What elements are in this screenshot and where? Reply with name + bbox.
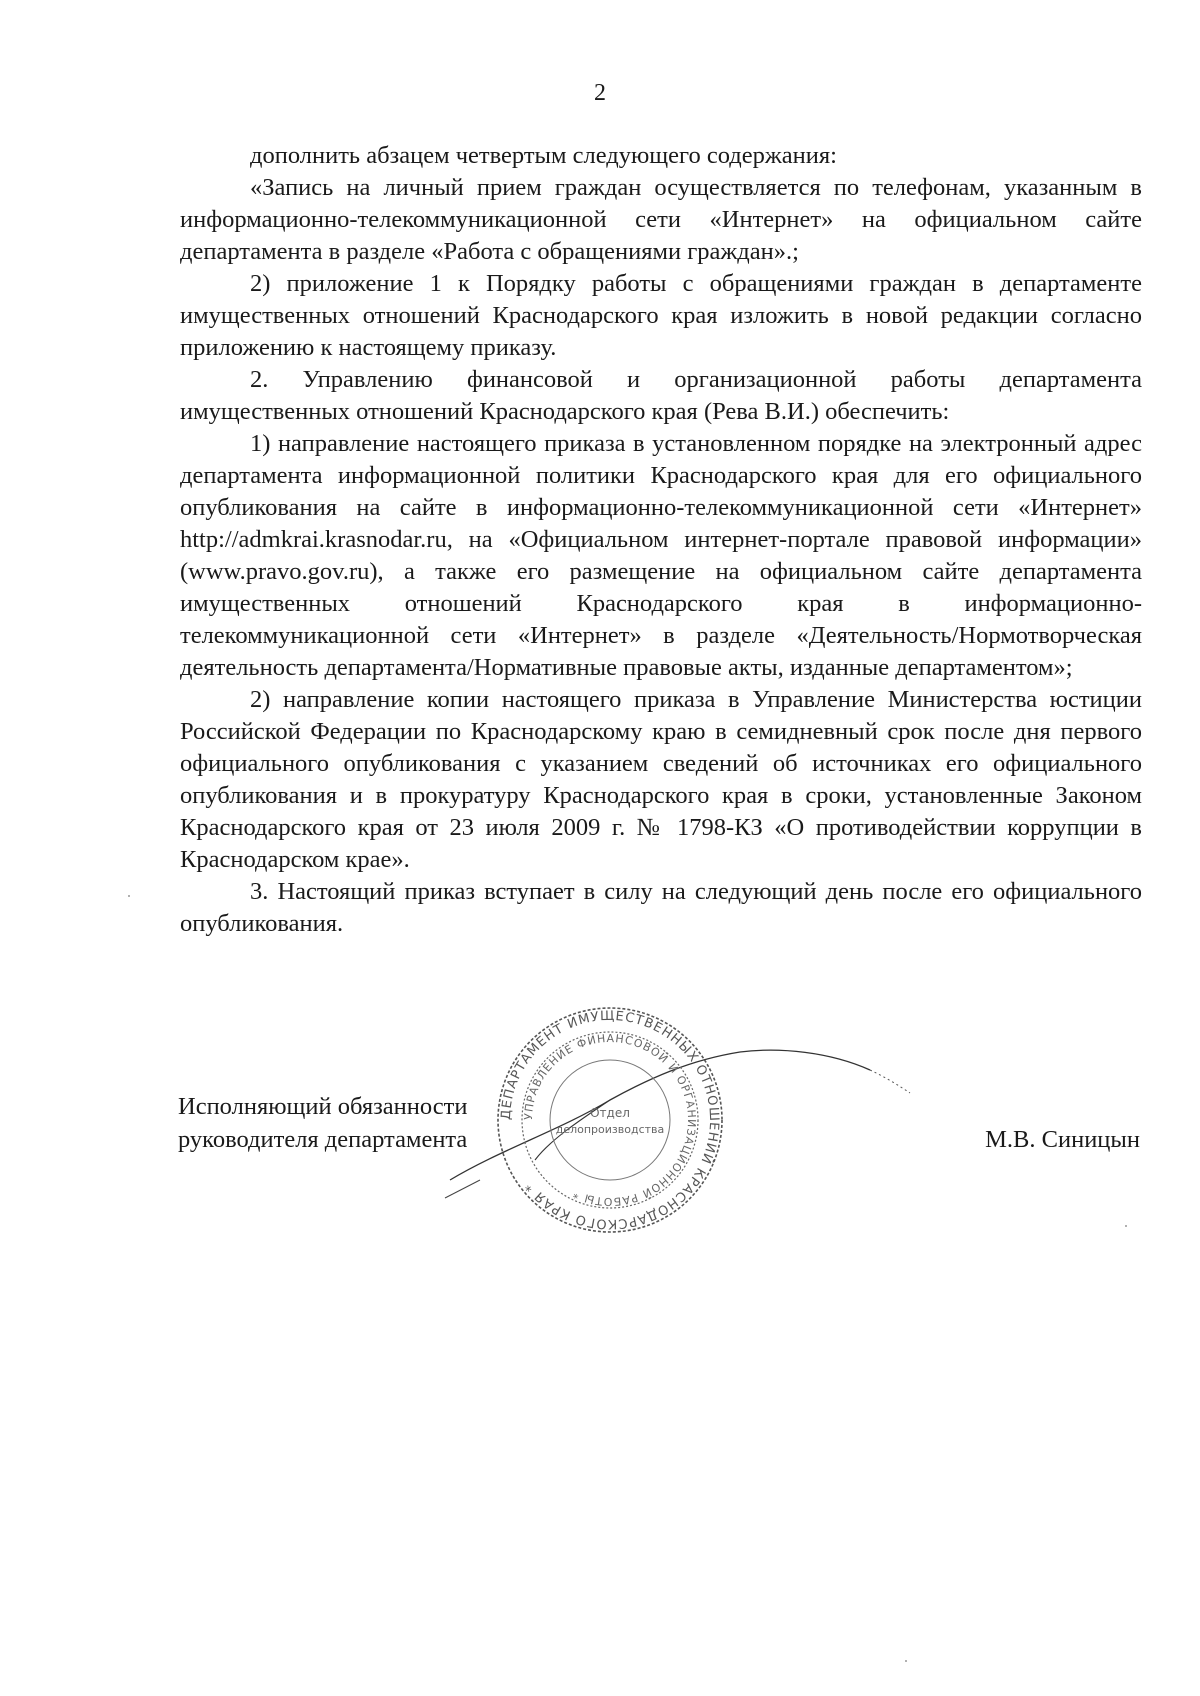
- paragraph: 2) приложение 1 к Порядку работы с обращениями граждан в департаменте имущественных отношений Краснодарского края изложить в новой редакции согласно приложению к настоящему приказу.: [180, 270, 1142, 361]
- signatory-role-line2: руководителя департамента: [178, 1126, 468, 1153]
- paragraph: 2. Управлению финансовой и организационной работы департамента имущественных отношений Краснодарского края (Рева В.И.) обеспечить:: [180, 366, 1142, 425]
- scan-speck: [905, 1660, 907, 1662]
- paragraph: дополнить абзацем четвертым следующего содержания:: [250, 142, 837, 169]
- stamp-center-line1: Отдел: [590, 1106, 630, 1120]
- document-body: [180, 140, 1142, 940]
- paragraph: 2) направление копии настоящего приказа в Управление Министерства юстиции Российской Федерации по Краснодарскому краю в семидневный срок после дня первого официального опубликования с указанием сведений об источниках его официального опубликования и в прокуратуру Краснодарского края в сроки, установленные Законом Краснодарского края от 23 июля 2009 г. № 1798-КЗ «О противодействии коррупции в Краснодарском крае».: [180, 686, 1142, 873]
- page-number: 2: [594, 80, 606, 106]
- signatory-role-line1: Исполняющий обязанности: [178, 1093, 468, 1120]
- paragraph: «Запись на личный прием граждан осуществляется по телефонам, указанным в информационно-телекоммуникационной сети «Интернет» на официальном сайте департамента в разделе «Работа с обращениями граждан».;: [180, 174, 1142, 265]
- stamp-outer-text: ДЕПАРТАМЕНТ ИМУЩЕСТВЕННЫХ ОТНОШЕНИЙ КРАСНОДАРСКОГО КРАЯ *: [498, 1008, 722, 1232]
- paragraph: 3. Настоящий приказ вступает в силу на следующий день после его официального опубликования.: [180, 878, 1142, 937]
- paragraph: 1) направление настоящего приказа в установленном порядке на электронный адрес департамента информационной политики Краснодарского края для его официального опубликования на сайте в информационно-телекоммуникационной сети «Интернет» http://admkrai.krasnodar.ru, на «Официальном интернет-портале правовой информации» (www.pravo.gov.ru), а также его размещение на официальном сайте департамента имущественных отношений Краснодарского края в информационно-телекоммуникационной сети «Интернет» в разделе «Деятельность/Нормотворческая деятельность департамента/Нормативные правовые акты, изданные департаментом»;: [180, 430, 1142, 681]
- stamp-inner-text: УПРАВЛЕНИЕ ФИНАНСОВОЙ И ОРГАНИЗАЦИОННОЙ РАБОТЫ *: [521, 1031, 699, 1209]
- signature-block: [178, 1090, 1140, 1156]
- scan-speck: [128, 895, 130, 897]
- stamp-center-line2: делопроизводства: [555, 1123, 665, 1136]
- scan-speck: [1125, 1225, 1127, 1227]
- signatory-name: М.В. Синицын: [985, 1126, 1140, 1153]
